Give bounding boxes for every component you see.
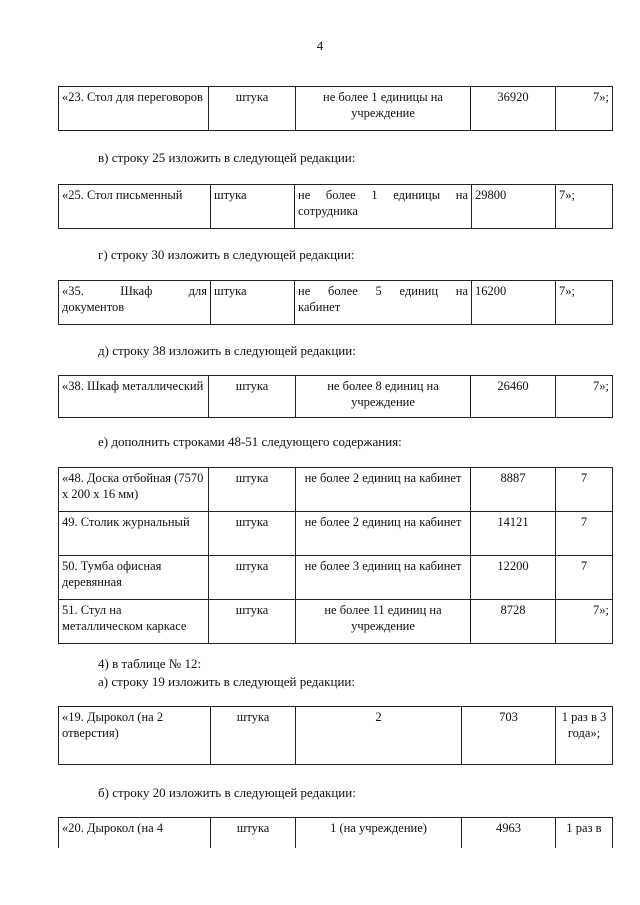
cell-term: 7: [556, 556, 613, 600]
table-rows-48-51: [58, 467, 613, 644]
cell-unit: штука: [209, 512, 296, 556]
page-number: 4: [316, 38, 324, 53]
cell-name: «38. Шкаф металлический: [59, 376, 209, 418]
cell-term: 7»;: [556, 87, 613, 131]
cell-price: 16200: [472, 281, 556, 325]
norm-line-1: не более 5 единиц на: [298, 284, 468, 298]
table-row-25: [58, 184, 613, 229]
cell-term: 7: [556, 468, 613, 512]
table-row: [59, 512, 613, 556]
cell-unit: штука: [209, 468, 296, 512]
name-line-1: «35. Шкаф для: [62, 284, 207, 298]
cell-price: 29800: [472, 185, 556, 229]
cell-norm: не более 2 единиц на кабинет: [296, 512, 471, 556]
cell-unit: штука: [209, 600, 296, 644]
table-row-23: [58, 86, 613, 131]
paragraph-e: е) дополнить строками 48-51 следующего содержания:: [98, 434, 402, 449]
cell-term: 7: [556, 512, 613, 556]
table-row: [59, 600, 613, 644]
cell-name: 51. Стул на металлическом каркасе: [59, 600, 209, 644]
name-line-2: документов: [62, 300, 125, 314]
norm-line-1: не более 1 единицы на: [298, 188, 468, 202]
cell-term: 7»;: [556, 185, 613, 229]
cell-name: «19. Дырокол (на 2 отверстия): [59, 707, 211, 765]
cell-term: 7»;: [556, 376, 613, 418]
cell-norm: не более 3 единиц на кабинет: [296, 556, 471, 600]
paragraph-4b: б) строку 20 изложить в следующей редакции:: [98, 785, 356, 800]
table-row-38: [58, 375, 613, 418]
cell-term: 7»;: [556, 600, 613, 644]
cell-price: 36920: [471, 87, 556, 131]
norm-line-2: сотрудника: [298, 204, 358, 218]
table-row: [59, 556, 613, 600]
table-row-35: [58, 280, 613, 325]
cell-norm: не более 8 единиц на учреждение: [296, 376, 471, 418]
cell-price: 8728: [471, 600, 556, 644]
cell-name: «25. Стол письменный: [59, 185, 211, 229]
cell-unit: штука: [209, 87, 296, 131]
table-12-row-19: [58, 706, 613, 765]
cell-price: 26460: [471, 376, 556, 418]
cell-name: 49. Столик журнальный: [59, 512, 209, 556]
cell-name: «23. Стол для переговоров: [59, 87, 209, 131]
cell-unit: штука: [211, 818, 296, 848]
cell-price: 14121: [471, 512, 556, 556]
paragraph-g: г) строку 30 изложить в следующей редакции:: [98, 247, 355, 262]
table-12-row-20: [58, 817, 613, 848]
cell-price: 12200: [471, 556, 556, 600]
cell-unit: штука: [209, 376, 296, 418]
paragraph-4a: а) строку 19 изложить в следующей редакции:: [98, 674, 355, 689]
cell-name: [59, 281, 211, 325]
cell-term: 1 раз в: [556, 818, 613, 848]
cell-name: 50. Тумба офисная деревянная: [59, 556, 209, 600]
table-row: [59, 468, 613, 512]
paragraph-4: 4) в таблице № 12:: [98, 656, 202, 671]
cell-term: 7»;: [556, 281, 613, 325]
cell-qty: 1 (на учреждение): [296, 818, 462, 848]
cell-norm: [295, 185, 472, 229]
cell-norm: не более 11 единиц на учреждение: [296, 600, 471, 644]
cell-norm: не более 2 единиц на кабинет: [296, 468, 471, 512]
cell-price: 4963: [462, 818, 556, 848]
cell-unit: штука: [211, 707, 296, 765]
paragraph-d: д) строку 38 изложить в следующей редакции:: [98, 343, 356, 358]
cell-norm: [295, 281, 472, 325]
cell-unit: штука: [209, 556, 296, 600]
cell-price: 8887: [471, 468, 556, 512]
cell-price: 703: [462, 707, 556, 765]
cell-qty: 2: [296, 707, 462, 765]
cell-unit: штука: [211, 281, 295, 325]
norm-line-2: кабинет: [298, 300, 341, 314]
paragraph-v: в) строку 25 изложить в следующей редакции:: [98, 150, 356, 165]
cell-unit: штука: [211, 185, 295, 229]
cell-name: «20. Дырокол (на 4: [59, 818, 211, 848]
cell-name: «48. Доска отбойная (7570 х 200 х 16 мм): [59, 468, 209, 512]
cell-term: 1 раз в 3 года»;: [556, 707, 613, 765]
cell-norm: не более 1 единицы на учреждение: [296, 87, 471, 131]
